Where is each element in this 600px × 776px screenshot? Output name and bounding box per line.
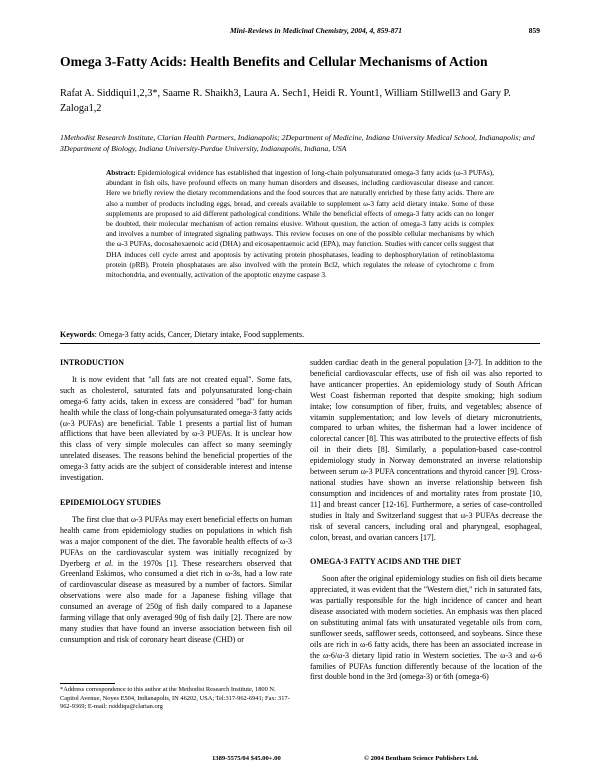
journal-citation: Mini-Reviews in Medicinal Chemistry, 2004, 4, 859-871 (230, 26, 403, 35)
introduction-heading: INTRODUCTION (60, 358, 125, 367)
author-list: Rafat A. Siddiqui1,2,3*, Saame R. Shaikh3, Laura A. Sech1, Heidi R. Yount1, William Stillwell3 and Gary P. Zaloga1,2 (60, 88, 511, 114)
epidemiology-text-1: The first clue that ω-3 PUFAs may exert beneficial effects on human health came from epidemiology studies on populations in which fish was a major component of the diet. The favorable health effects of ω-3 PUFAs on the cardiovascular system was initially recognized by Dyerberg (60, 514, 292, 568)
continued-paragraph: sudden cardiac death in the general population [3-7]. In addition to the beneficial cardiovascular effects, use of fish oil was also reported to have anticancer properties. An epidemiology study of South African West Coast fisherman reported that despite smoking; high sodium intake; low consumption of fiber, fruits, and vegetables; absence of vitamin supplementation; and low levels of dietary micronutrients, compared to urban whites, the fisherman had a lower incidence of colorectal cancer [8]. This was attributed to the protective effects of fish oil in their diets [8]. Similarly, a population-based case-control epidemiology study in Norway demonstrated an inverse relationship between serum ω-3 PUFA concentrations and thyroid cancer [9]. Cross-national studies have shown an inverse relationship between fish consumption and incidences of and mortality rates from prostate [10, 11] and breast cancer [12-16]. Furthermore, a series of case-controlled studies in Italy and Switzerland suggest that ω-3 PUFAs decrease the risk of several cancers, including oral and pharyngeal, esophageal, colon, breast, and ovarian cancers [17]. (310, 358, 542, 542)
epidemiology-etal: et al. (94, 558, 114, 568)
diet-paragraph: Soon after the original epidemiology studies on fish oil diets became appreciated, it was evident that the "Western diet," rich in saturated fats, was partially responsible for the high incidence of cancer and heart disease associated with modern societies. An emphasis was then placed on substituting animal fats with unsaturated vegetable oils from corn, sunflower seeds, safflower seeds, cottonseed, and soybeans. Since these oils are rich in ω-6 fatty acids, there has been an associated increase in the ω-6/ω-3 dietary lipid ratio in Western societies. The ω-3 and ω-6 families of PUFAs function differently because of the location of the first double bond in the 3rd (omega-3) or 6th (omega-6) (310, 574, 542, 682)
introduction-paragraph: It is now evident that "all fats are not created equal". Some fats, such as cholesterol, saturated fats and polyunsaturated long-chain omega-6 fatty acids, taken in excess are considered "bad" for human health while the class of long-chain polyunsaturated omega-3 fatty acids (ω-3 PUFAs) are beneficial. Table 1 presents a partial list of human afflictions that have been alleviated by ω-3 PUFAs. It is unclear how this class of very simple molecules can affect so many seemingly unrelated diseases. The reasons behind the beneficial properties of the omega-3 fatty acids are the subject of considerable interest and intense investigation. (60, 374, 292, 483)
issn-price: 1389-5575/04 $45.00+.00 (212, 755, 281, 762)
abstract (106, 168, 494, 280)
keywords-text: : Omega-3 fatty acids, Cancer, Dietary intake, Food supplements. (94, 330, 305, 339)
copyright: © 2004 Bentham Science Publishers Ltd. (364, 755, 479, 762)
epidemiology-text-2: in the 1970s [1]. These researchers observed that Greenland Eskimos, who consumed a diet rich in ω-3s, had a low rate of cardiovascular disease as measured by a number of factors. Similar observations were also made for a Japanese fishing village that consumed an average of 250g of fish daily compared to a Japanese farming village that only averaged 90g of fish daily [2]. There are now many studies that have found an inverse association between fish oil consumption and risk of coronary heart disease (CHD) or (60, 558, 293, 644)
keywords-label: Keywords (60, 330, 95, 339)
section-divider (60, 343, 540, 344)
correspondence-footnote: *Address correspondence to this author at the Methodist Research Institute, 1800 N. Capitol Avenue, Noyes E504, Indianapolis, IN 46202, USA; Tel:317-962-6941; Fax: 317-962-9369; E-mail: rsiddiqu@clarian.org (60, 686, 290, 711)
abstract-text: Epidemiological evidence has established that ingestion of long-chain polyunsaturated omega-3 fatty acids (ω-3 PUFAs), abundant in fish oils, have profound effects on many human disorders and diseases, including cardiovascular disease and cancer. Here we briefly review the dietary recommendations and the food sources that are naturally enriched by these fatty acids. There are also a number of products including eggs, bread, and cereals available to supplement ω-3 fatty acid dietary intake. Some of these supplements are proposed to aid different pathological conditions. While the beneficial effects of omega-3 fatty acids can no longer be doubted, their molecular mechanism of action remains elusive. Without question, the action of omega-3 fatty acids is complex and involves a number of integrated signaling pathways. This review focuses on one of the possible cellular mechanisms by which the ω-3 PUFAs, docosahexaenoic acid (DHA) and eicosapentaenoic acid (EPA), may function. Studies with cancer cells suggest that DHA induces cell cycle arrest and apoptosis by activating protein phosphatases, leading to dephosphorylation of retinoblastoma protein (pRB). Protein phosphatases are also involved with the protein Bcl2, which regulates the release of cytochrome c from mitochondria, and eventually, activation of the apoptotic enzyme caspase 3. (106, 168, 494, 280)
affiliations: 1Methodist Research Institute, Clarian Health Partners, Indianapolis; 2Department of Medicine, Indiana University Medical School, Indianapolis; and 3Department of Biology, Indiana University-Purdue University, Indianapolis, Indiana, USA (60, 133, 535, 153)
epidemiology-paragraph (60, 515, 292, 646)
abstract-label: Abstract: (106, 168, 136, 177)
right-column (310, 358, 542, 683)
epidemiology-heading: EPIDEMIOLOGY STUDIES (60, 497, 161, 507)
diet-heading: OMEGA-3 FATTY ACIDS AND THE DIET (310, 557, 462, 567)
journal-header (60, 26, 540, 38)
page-number: 859 (528, 26, 540, 35)
footnote-divider (60, 683, 115, 684)
article-title: Omega 3-Fatty Acids: Health Benefits and Cellular Mechanisms of Action (60, 54, 488, 69)
left-column (60, 358, 292, 646)
keywords (60, 330, 540, 339)
